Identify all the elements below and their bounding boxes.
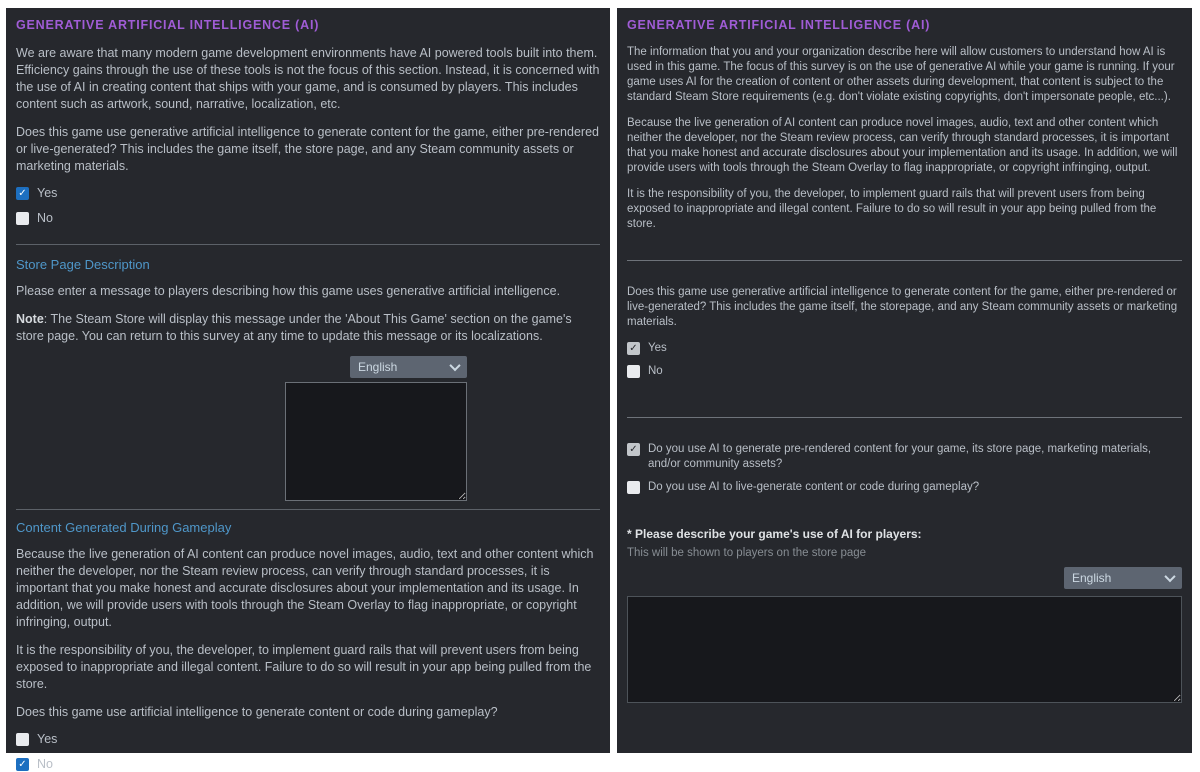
checkbox-label: Do you use AI to generate pre-rendered content for your game, its store page, marketing materials, and/or community assets? [648, 443, 1152, 470]
checkbox-label: No [37, 757, 53, 771]
store-description-textarea[interactable] [285, 382, 467, 501]
checkbox-icon[interactable] [16, 187, 29, 200]
gameplay-question: Does this game use artificial intelligence to generate content or code during gameplay? [16, 705, 498, 719]
gameplay-paragraph-2: It is the responsibility of you, the developer, to implement guard rails that will prevent users from being exposed to inappropriate and illegal content. Failure to do so will result in your app being pulled from the store. [16, 643, 592, 691]
checkbox-label: Yes [37, 732, 58, 746]
generative-ai-options [627, 341, 1182, 379]
checkbox-icon[interactable] [16, 733, 29, 746]
store-description-instruction: Please enter a message to players describing how this game uses generative artificial intelligence. [16, 284, 561, 298]
checkbox-icon[interactable] [627, 365, 640, 378]
chevron-down-icon [1164, 571, 1175, 582]
content-generated-heading: Content Generated During Gameplay [16, 520, 232, 535]
divider [627, 417, 1182, 418]
checkbox-icon[interactable] [16, 212, 29, 225]
note-label: Note [16, 312, 44, 326]
ai-usage-options [627, 442, 1182, 495]
gameplay-paragraph-1: Because the live generation of AI content can produce novel images, audio, text and other content which neither the developer, nor the Steam review process, can verify through standard processes, it is important that you make honest and accurate disclosures about your implementation and its usage. In addition, we will provide users with tools through the Steam Overlay to flag inappropriate, or copyright infringing, output. [16, 547, 594, 629]
language-select[interactable] [350, 356, 467, 378]
describe-ai-label: * Please describe your game's use of AI for players: [627, 527, 922, 541]
language-select[interactable] [1064, 567, 1182, 589]
divider [627, 260, 1182, 261]
checkbox-label: Yes [37, 186, 58, 200]
store-description-note [16, 311, 600, 345]
panel-left [6, 8, 610, 771]
divider [16, 509, 600, 510]
describe-ai-sublabel: This will be shown to players on the store page [627, 547, 867, 559]
describe-ai-textarea[interactable] [627, 596, 1182, 703]
generative-ai-question: Does this game use generative artificial intelligence to generate content for the game, either pre-rendered or live-generated? This includes the game itself, the storepage, and any Steam community assets or marketing materials. [627, 286, 1178, 328]
checkbox-row-no[interactable] [16, 211, 600, 226]
ai-section-heading: GENERATIVE ARTIFICIAL INTELLIGENCE (AI) [627, 18, 931, 32]
checkbox-label: No [37, 211, 53, 225]
ai-section-heading: GENERATIVE ARTIFICIAL INTELLIGENCE (AI) [16, 18, 320, 32]
store-page-description-heading: Store Page Description [16, 257, 150, 272]
checkbox-icon[interactable] [16, 758, 29, 771]
checkbox-row-no[interactable] [627, 364, 1182, 379]
divider [16, 244, 600, 245]
checkbox-row-yes[interactable] [16, 186, 600, 201]
checkbox-label: Do you use AI to live-generate content or code during gameplay? [648, 481, 980, 493]
intro-paragraph-3: It is the responsibility of you, the developer, to implement guard rails that will prevent users from being exposed to inappropriate and illegal content. Failure to do so will result in your app being pulled from the store. [627, 188, 1157, 230]
checkbox-icon[interactable] [627, 342, 640, 355]
store-description-form [285, 356, 467, 501]
checkbox-row-no[interactable] [16, 757, 600, 772]
checkbox-label: No [648, 365, 663, 377]
intro-paragraph-2: Because the live generation of AI content can produce novel images, audio, text and other content which neither the developer, nor the Steam review process, can verify through standard processes, it is important that you make honest and accurate disclosures about your implementation and its usage. In addition, we will provide users with tools through the Steam Overlay to flag inappropriate, or copyright infringing, output. [627, 117, 1178, 174]
language-select-value: English [358, 360, 398, 374]
panel-right [617, 8, 1192, 753]
chevron-down-icon [449, 360, 460, 371]
generative-ai-question: Does this game use generative artificial intelligence to generate content for the game, either pre-rendered or live-generated? This includes the game itself, the store page, and any Steam community assets or marketing materials. [16, 125, 599, 173]
checkbox-icon[interactable] [627, 481, 640, 494]
describe-ai-form [627, 567, 1182, 703]
checkbox-row-yes[interactable] [627, 341, 1182, 356]
checkbox-row-yes[interactable] [16, 732, 600, 747]
intro-paragraph-1: The information that you and your organization describe here will allow customers to understand how AI is used in this game. The focus of this survey is on the use of generative AI while your game is running. If your game uses AI for the creation of content or other assets during development, that content is subject to the standard Steam Store requirements (e.g. don't violate existing copyrights, don't impersonate people, etc...). [627, 46, 1175, 103]
checkbox-row-live-generate[interactable] [627, 480, 1182, 495]
checkbox-label: Yes [648, 342, 667, 354]
checkbox-row-pre-rendered[interactable] [627, 442, 1182, 472]
language-select-value: English [1072, 571, 1112, 585]
intro-paragraph: We are aware that many modern game development environments have AI powered tools built into them. Efficiency gains through the use of these tools is not the focus of this section. Instead, it is concerned with the use of AI in creating content that ships with your game, and is consumed by players. This includes content such as artwork, sound, narrative, localization, etc. [16, 46, 600, 111]
checkbox-icon[interactable] [627, 443, 640, 456]
note-text: : The Steam Store will display this message under the 'About This Game' section on the game's store page. You can return to this survey at any time to update this message or its localizations. [16, 312, 572, 343]
gameplay-options [16, 732, 600, 772]
generative-ai-options [16, 186, 600, 226]
